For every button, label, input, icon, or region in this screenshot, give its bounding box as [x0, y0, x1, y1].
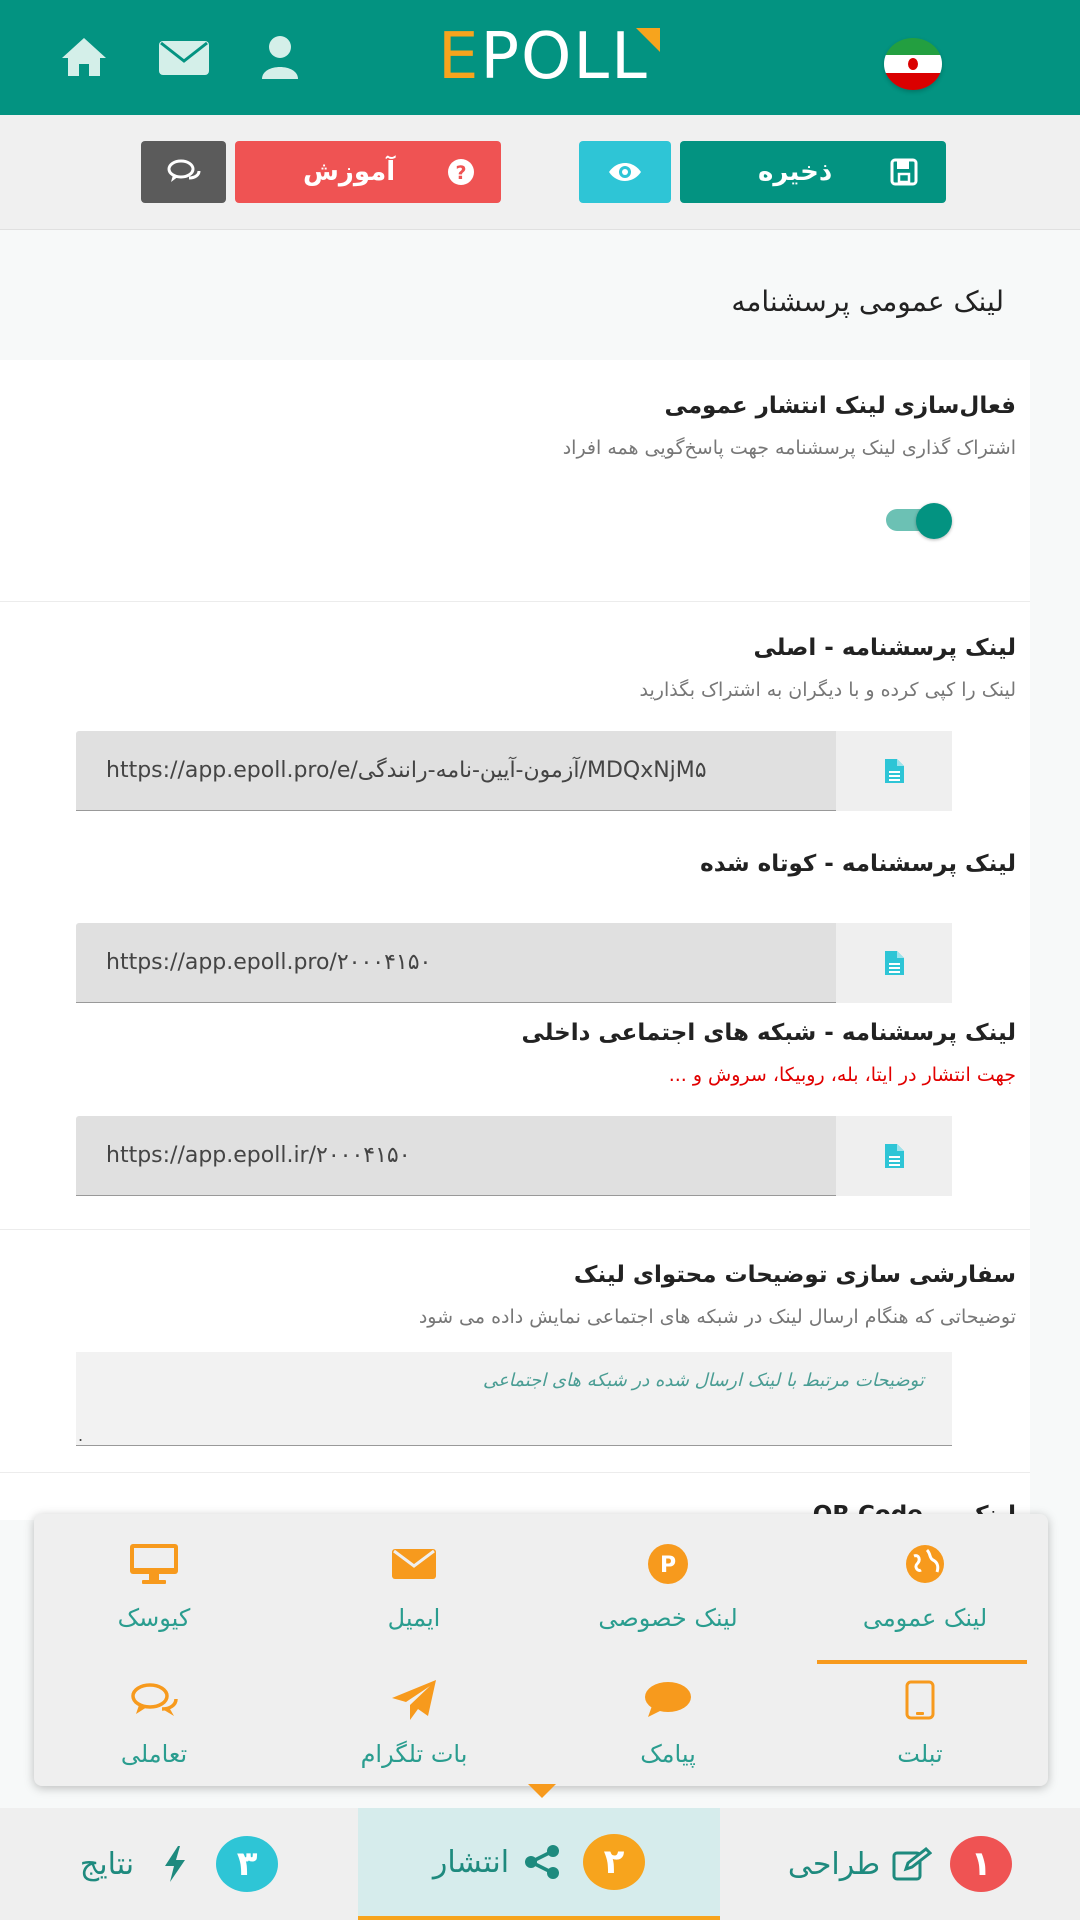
public-link-toggle[interactable] [886, 503, 952, 533]
link-description-textarea[interactable] [76, 1352, 952, 1446]
question-circle-icon [447, 158, 475, 186]
publish-interactive[interactable] [34, 1666, 274, 1786]
copy-document-icon [883, 950, 905, 976]
social-link-title: لینک پرسشنامه - شبکه های اجتماعی داخلی [521, 1020, 1016, 1046]
textarea-value: . [78, 1426, 84, 1445]
step-label: انتشار [432, 1844, 510, 1880]
textarea-placeholder: توضیحات مرتبط با لینک ارسال شده در شبکه های اجتماعی [483, 1370, 924, 1391]
main-link-url[interactable]: https://app.epoll.pro/e/آزمون-آیین-نامه-رانندگی/MDQxNjM۵ [106, 758, 707, 783]
wizard-steps [0, 1808, 1080, 1920]
publish-item-label: تبلت [897, 1740, 943, 1768]
eye-icon [607, 160, 643, 184]
publish-telegram-bot[interactable] [294, 1666, 534, 1786]
publish-public-link[interactable] [820, 1530, 1030, 1650]
step-number: ۱ [950, 1836, 1012, 1892]
preview-button[interactable] [579, 141, 671, 203]
step-publish[interactable] [358, 1808, 720, 1920]
publish-item-label: پیامک [640, 1740, 696, 1768]
paper-plane-icon [390, 1678, 438, 1722]
short-link-field[interactable] [76, 923, 952, 1003]
social-link-description: جهت انتشار در ایتا، بله، روبیکا، سروش و ... [668, 1064, 1016, 1086]
copy-document-icon [883, 758, 905, 784]
publish-item-label: بات تلگرام [360, 1740, 468, 1768]
save-button[interactable] [680, 141, 946, 203]
copy-social-link-button[interactable] [836, 1116, 952, 1196]
iran-flag-icon[interactable] [884, 38, 942, 90]
epoll-logo: EPOLL [438, 20, 649, 94]
comments-icon [167, 158, 201, 186]
save-label: ذخیره [758, 157, 833, 187]
main-link-field[interactable] [76, 731, 952, 811]
divider [0, 1229, 1030, 1230]
publish-private-link[interactable] [548, 1530, 788, 1650]
short-link-title: لینک پرسشنامه - کوتاه شده [700, 851, 1016, 877]
publish-item-label: لینک عمومی [862, 1604, 988, 1632]
copy-document-icon [883, 1143, 905, 1169]
customize-description: توضیحاتی که هنگام ارسال لینک در شبکه های اجتماعی نمایش داده می شود [418, 1306, 1016, 1328]
short-link-url[interactable]: https://app.epoll.pro/۲۰۰۰۴۱۵۰ [106, 950, 432, 975]
step-label: نتایج [79, 1846, 135, 1882]
desktop-icon [129, 1543, 179, 1585]
envelope-icon[interactable] [156, 32, 212, 82]
top-bar [0, 0, 1080, 115]
svg-text:?: ? [455, 162, 467, 184]
copy-main-link-button[interactable] [836, 731, 952, 811]
step-number: ۲ [583, 1834, 645, 1890]
publish-item-label: تعاملی [120, 1740, 188, 1768]
home-icon[interactable] [56, 32, 112, 82]
tutorial-button[interactable] [235, 141, 501, 203]
social-link-field[interactable] [76, 1116, 952, 1196]
step-design[interactable] [720, 1808, 1080, 1920]
activation-title: فعال‌سازی لینک انتشار عمومی [664, 393, 1016, 419]
step-results[interactable] [0, 1808, 358, 1920]
user-icon[interactable] [252, 32, 308, 82]
publish-email[interactable] [294, 1530, 534, 1650]
edit-icon [892, 1847, 932, 1881]
envelope-icon [391, 1547, 437, 1581]
social-link-url[interactable]: https://app.epoll.ir/۲۰۰۰۴۱۵۰ [106, 1143, 411, 1168]
chat-button[interactable] [141, 141, 226, 203]
share-icon [523, 1844, 561, 1880]
tablet-icon [905, 1680, 935, 1720]
bolt-icon [162, 1845, 188, 1883]
publish-tablet[interactable] [800, 1666, 1040, 1786]
publish-methods-panel [34, 1514, 1048, 1786]
step-number: ۳ [216, 1836, 278, 1892]
main-link-description: لینک را کپی کرده و با دیگران به اشتراک بگذارید [639, 679, 1016, 701]
step-label: طراحی [787, 1846, 881, 1882]
floppy-disk-icon [890, 158, 918, 186]
p-badge-icon [647, 1543, 689, 1585]
activation-description: اشتراک گذاری لینک پرسشنامه جهت پاسخ‌گویی همه افراد [562, 437, 1016, 459]
svg-text:P: P [659, 1553, 677, 1578]
publish-kiosk[interactable] [34, 1530, 274, 1650]
active-tab-indicator [817, 1660, 1027, 1664]
comments-icon [130, 1681, 178, 1719]
tutorial-label: آموزش [303, 157, 396, 187]
logo-accent [636, 28, 660, 52]
divider [0, 601, 1030, 602]
main-link-title: لینک پرسشنامه - اصلی [753, 635, 1016, 661]
panel-pointer [528, 1784, 556, 1798]
customize-title: سفارشی سازی توضیحات محتوای لینک [573, 1262, 1016, 1288]
divider [0, 1472, 1030, 1473]
copy-short-link-button[interactable] [836, 923, 952, 1003]
publish-sms[interactable] [548, 1666, 788, 1786]
speech-bubble-icon [644, 1681, 692, 1719]
action-toolbar [0, 115, 1080, 230]
publish-item-label: ایمیل [387, 1604, 441, 1632]
publish-item-label: کیوسک [117, 1604, 191, 1632]
globe-icon [905, 1544, 945, 1584]
page-title: لینک عمومی پرسشنامه [731, 285, 1004, 318]
publish-item-label: لینک خصوصی [598, 1604, 738, 1632]
